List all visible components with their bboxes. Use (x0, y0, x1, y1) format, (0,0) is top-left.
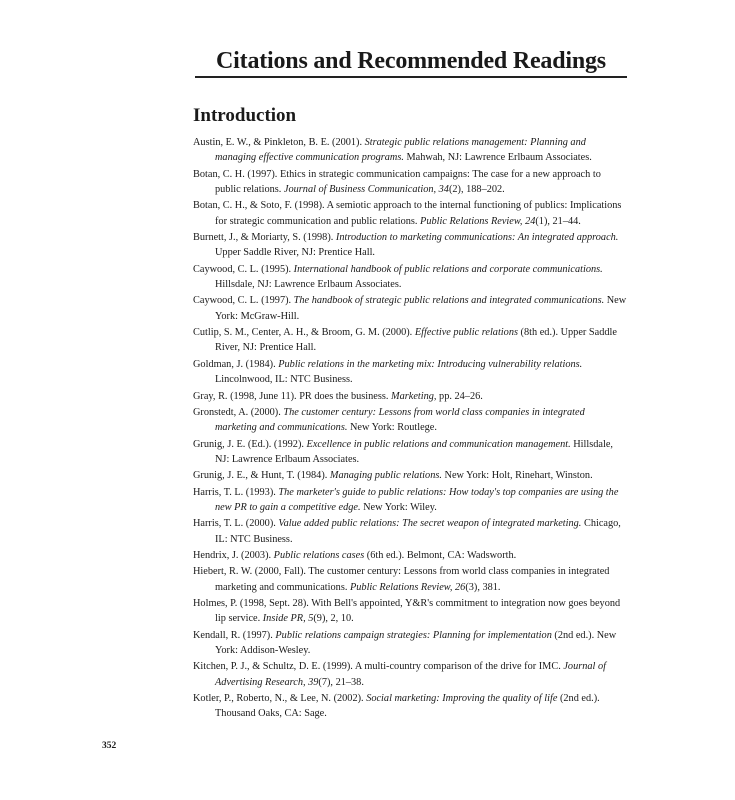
reference-source: Mahwah, NJ: Lawrence Erlbaum Associates. (403, 152, 592, 164)
reference-authors: Harris, T. L. (1993). (193, 486, 279, 498)
reference-title: Public relations cases (273, 550, 365, 562)
reference-item (193, 564, 629, 595)
reference-source: New York: Holt, Rinehart, Winston. (441, 470, 593, 482)
reference-source: Upper Saddle River, NJ: Prentice Hall. (215, 247, 376, 259)
reference-source: (1), 21–44. (535, 215, 581, 227)
reference-source: (9), 2, 10. (313, 613, 354, 625)
reference-item (193, 659, 629, 690)
reference-item (193, 135, 629, 166)
reference-authors: Botan, C. H., & Soto, F. (1998). A semiotic approach to the internal functioning of publics: Implications for strategic communication and public relations. (193, 200, 622, 227)
reference-source: (8th ed.). Upper Saddle River, NJ: Prentice Hall. (215, 327, 617, 354)
reference-authors: Cutlip, S. M., Center, A. H., & Broom, G. M. (2000). (193, 327, 415, 339)
reference-authors: Holmes, P. (1998, Sept. 28). With Bell's appointed, Y&R's commitment to integration now goes beyond lip service. (193, 598, 621, 625)
reference-title: International handbook of public relations and corporate communications. (293, 263, 603, 275)
reference-source: (7), 21–38. (318, 676, 364, 688)
reference-item (193, 468, 629, 483)
title-underline (195, 76, 627, 78)
reference-authors: Kitchen, P. J., & Schultz, D. E. (1999). A multi-country comparison of the drive for IMC. (193, 661, 564, 673)
reference-item (193, 405, 629, 436)
reference-item (193, 198, 629, 229)
reference-title: Effective public relations (414, 327, 518, 339)
reference-title: Excellence in public relations and communication management. (306, 438, 571, 450)
reference-title: Introduction to marketing communications: An integrated approach. (335, 232, 619, 244)
reference-title: Public relations in the marketing mix: Introducing vulnerability relations. (278, 358, 583, 370)
reference-source: Hillsdale, NJ: Lawrence Erlbaum Associates. (215, 438, 613, 465)
reference-authors: Austin, E. W., & Pinkleton, B. E. (2001). (193, 137, 365, 148)
reference-authors: Gray, R. (1998, June 11). PR does the business. (193, 390, 392, 402)
reference-authors: Kotler, P., Roberto, N., & Lee, N. (2002). (193, 693, 367, 705)
reference-item (193, 325, 629, 356)
reference-source: New York: Routlege. (347, 422, 437, 434)
reference-authors: Botan, C. H. (1997). Ethics in strategic communication campaigns: The case for a new approach to public relations. (193, 168, 601, 195)
reference-authors: Hendrix, J. (2003). (193, 550, 274, 562)
reference-source: Lincolnwood, IL: NTC Business. (215, 374, 353, 386)
reference-authors: Burnett, J., & Moriarty, S. (1998). (193, 232, 336, 244)
reference-source: Hillsdale, NJ: Lawrence Erlbaum Associates. (215, 279, 402, 291)
reference-item (193, 691, 629, 722)
reference-authors: Caywood, C. L. (1997). (193, 295, 294, 307)
page-title: Citations and Recommended Readings (216, 48, 606, 74)
reference-list (193, 135, 629, 723)
reference-authors: Goldman, J. (1984). (193, 358, 279, 370)
reference-authors: Grunig, J. E., & Hunt, T. (1984). (193, 470, 330, 482)
reference-source: (2nd ed.). New York: Addison-Wesley. (215, 629, 617, 657)
reference-authors: Gronstedt, A. (2000). (193, 406, 284, 418)
reference-title: Public Relations Review, 24 (420, 215, 536, 227)
reference-title: Journal of Advertising Research, 39 (215, 661, 606, 688)
reference-authors: Grunig, J. E. (Ed.). (1992). (193, 438, 307, 450)
reference-item (193, 262, 629, 293)
reference-title: Value added public relations: The secret weapon of integrated marketing. (278, 518, 582, 530)
reference-item (193, 437, 629, 468)
reference-item (193, 548, 629, 563)
reference-authors: Harris, T. L. (2000). (193, 518, 279, 530)
reference-item (193, 389, 629, 404)
reference-source: pp. 24–26. (436, 390, 483, 402)
reference-title: Managing public relations. (329, 470, 442, 482)
reference-item (193, 628, 629, 659)
page-number: 352 (102, 741, 117, 751)
reference-source: Chicago, IL: NTC Business. (215, 518, 621, 545)
reference-item (193, 516, 629, 547)
reference-title: Inside PR, 5 (262, 613, 314, 625)
reference-item (193, 167, 629, 198)
reference-item (193, 596, 629, 627)
reference-title: The handbook of strategic public relations and integrated communications. (293, 295, 605, 307)
reference-title: The customer century: Lessons from world class companies in integrated marketing and communications. (215, 406, 585, 434)
reference-title: Public Relations Review, 26 (349, 581, 466, 593)
reference-source: (2nd ed.). Thousand Oaks, CA: Sage. (215, 693, 600, 720)
reference-title: Social marketing: Improving the quality of life (366, 693, 558, 705)
reference-title: Journal of Business Communication, 34 (283, 183, 449, 195)
reference-authors: Hiebert, R. W. (2000, Fall). The customer century: Lessons from world class companies in integrated marketing and communications. (193, 566, 610, 593)
reference-source: (2), 188–202. (448, 183, 505, 195)
reference-source: New York: McGraw-Hill. (215, 295, 627, 322)
reference-title: The marketer's guide to public relations: How today's top companies are using the new PR to gain a competitive edge. (215, 486, 619, 513)
reference-authors: Kendall, R. (1997). (193, 629, 276, 641)
reference-title: Strategic public relations management: Planning and managing effective communication programs. (215, 137, 586, 164)
reference-title: Marketing, (391, 390, 437, 402)
reference-item (193, 485, 629, 516)
section-heading: Introduction (193, 105, 297, 126)
reference-item (193, 357, 629, 388)
reference-source: (6th ed.). Belmont, CA: Wadsworth. (364, 550, 517, 562)
reference-title: Public relations campaign strategies: Planning for implementation (275, 629, 552, 641)
reference-item (193, 293, 629, 324)
reference-source: New York: Wiley. (360, 501, 437, 513)
reference-authors: Caywood, C. L. (1995). (193, 263, 294, 275)
reference-item (193, 230, 629, 261)
reference-source: (3), 381. (465, 581, 501, 593)
